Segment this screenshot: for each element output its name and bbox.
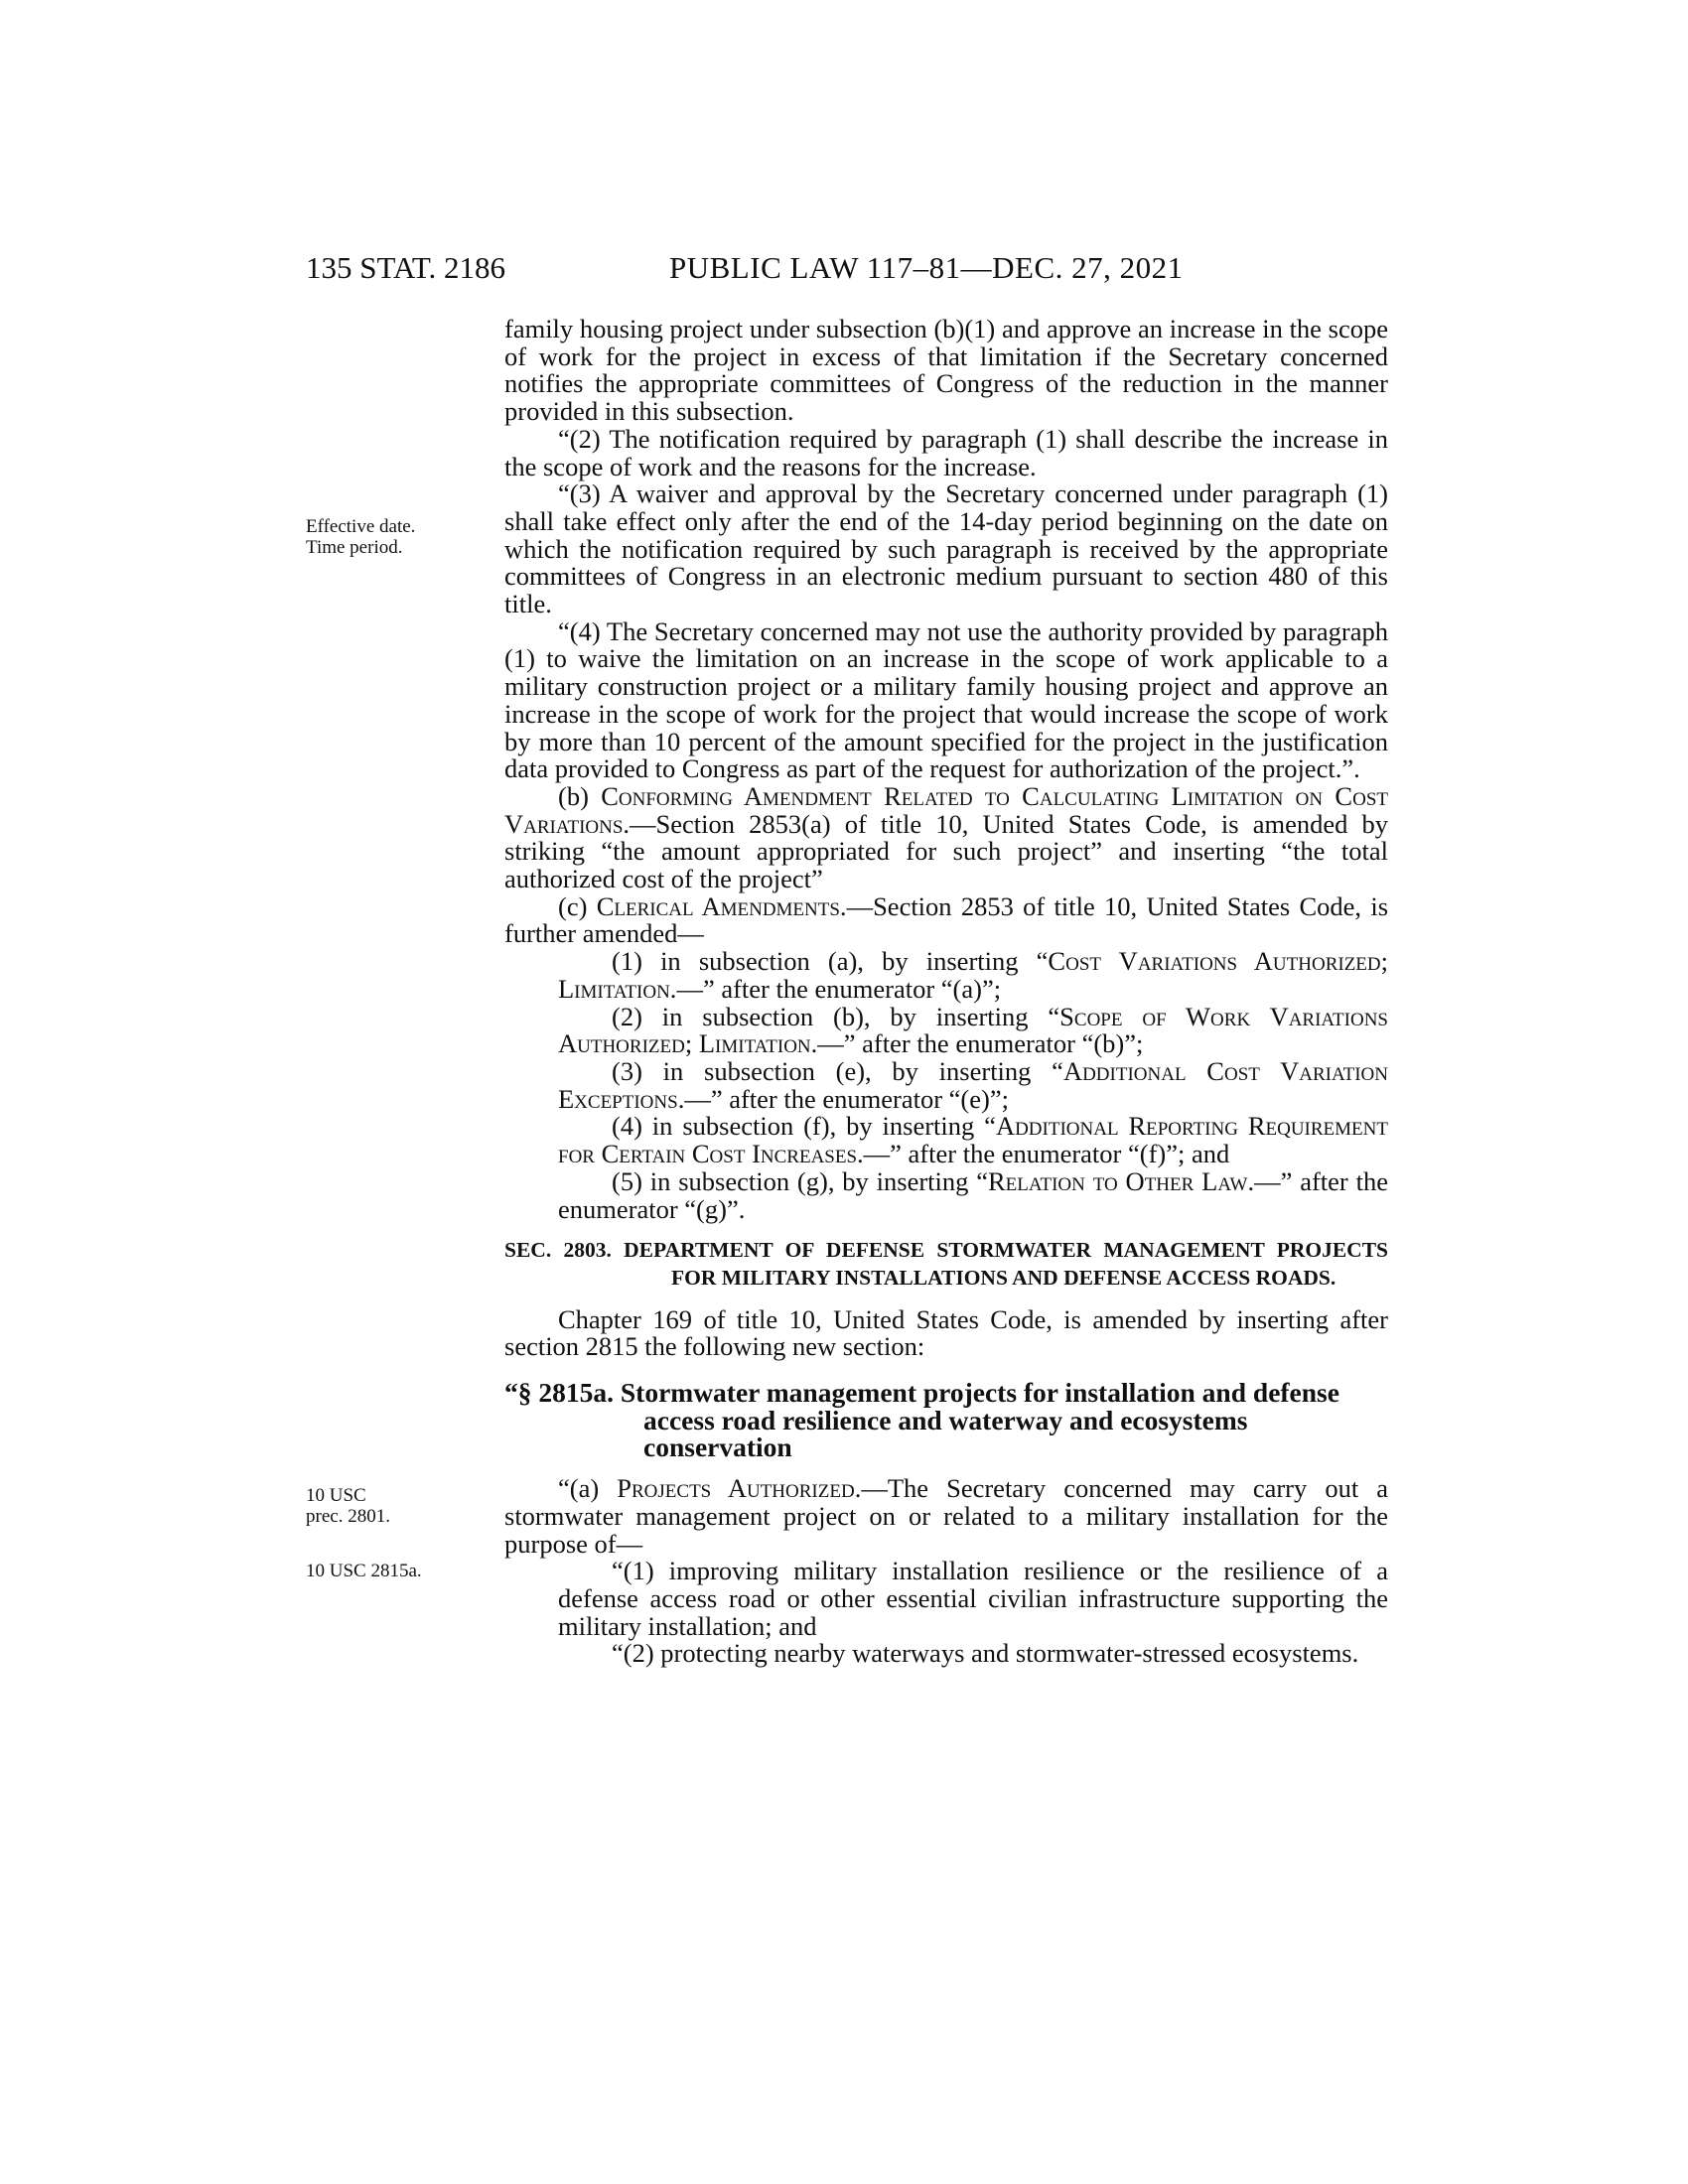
list-item-3-text: (3) in subsection (e), by inserting “	[612, 1055, 1063, 1086]
list-item-4-tail: —” after the enumerator “(f)”; and	[863, 1139, 1230, 1169]
margin-usc-2815a: 10 USC 2815a.	[306, 1561, 422, 1581]
list-item-3-tail: —” after the enumerator “(e)”;	[684, 1083, 1009, 1114]
document-body	[504, 316, 1388, 1668]
subsection-c-text: —Section 2853 of title 10, United States Code, is further amended—	[504, 890, 1389, 949]
subsection-b-text: —Section 2853(a) of title 10, United States Code, is amended by striking “the amount appropriated for such project” and inserting “the total authorized cost of the project”	[504, 808, 1388, 894]
list-item-3	[504, 1055, 1388, 1114]
list-item-1-tail: —” after the enumerator “(a)”;	[676, 973, 1002, 1004]
new-section-title: “§ 2815a. Stormwater management projects for installation and defense access road resilience and waterway and ecosystems conservation	[504, 1377, 1339, 1463]
paragraph-2: “(2) The notification required by paragraph (1) shall describe the increase in the scope of work and the reasons for the increase.	[504, 423, 1388, 481]
list-item-2-text: (2) in subsection (b), by inserting “	[612, 1001, 1060, 1031]
public-law-title: PUBLIC LAW 117–81—DEC. 27, 2021	[669, 250, 1184, 285]
margin-prec: prec. 2801.	[306, 1506, 390, 1527]
margin-note-usc-2815a	[306, 1561, 485, 1581]
subsection-b-heading: Conforming Amendment Related to Calculating Limitation on Cost Variations.	[504, 780, 1388, 839]
list-item-1-heading: Cost Variations Authorized; Limitation.	[558, 946, 1389, 1004]
margin-note-usc-prec	[306, 1485, 485, 1527]
list-item-5-tail: —” after the enumerator “(g)”.	[558, 1165, 1388, 1224]
paragraph-4: “(4) The Secretary concerned may not use the authority provided by paragraph (1) to waive the limitation on an increase in the scope of work applicable to a military construction project or a military family housing project and approve an increase in the scope of work for the project that would increase the scope of work by more than 10 percent of the amount specified for the project in the justification data provided to Congress as part of the request for authorization of the project.”.	[504, 615, 1388, 784]
paragraph-3: “(3) A waiver and approval by the Secretary concerned under paragraph (1) shall take effect only after the end of the 14-day period beginning on the date on which the notification required by such paragraph is received by the appropriate committees of Congress in an electronic medium pursuant to section 480 of this title.	[504, 478, 1388, 619]
subsection-c	[504, 890, 1389, 949]
subsection-a-label: “(a)	[558, 1473, 600, 1504]
subsection-a	[504, 1475, 1388, 1558]
paragraph-a1: “(1) improving military installation resilience or the resilience of a defense access road or other essential civilian infrastructure supporting the military installation; and	[558, 1556, 1388, 1641]
margin-usc: 10 USC	[306, 1485, 366, 1506]
list-item-1-text: (1) in subsection (a), by inserting “	[612, 946, 1049, 977]
list-item-2	[504, 1001, 1388, 1059]
list-item-5-heading: Relation to Other Law.	[988, 1165, 1255, 1196]
list-item-2-heading: Scope of Work Variations Authorized; Limitation.	[558, 1001, 1388, 1059]
subsection-b-label: (b)	[558, 780, 589, 811]
margin-note-effective-date	[306, 516, 485, 558]
subsection-b	[504, 780, 1388, 894]
subsection-a-text: —The Secretary concerned may carry out a stormwater management project on or related to a military installation for the purpose of—	[504, 1473, 1389, 1559]
subsection-c-label: (c)	[558, 890, 588, 921]
chapter-amendment-text: Chapter 169 of title 10, United States Code, is amended by inserting after section 2815 the following new section:	[504, 1303, 1388, 1362]
list-item-4-text: (4) in subsection (f), by inserting “	[612, 1111, 996, 1142]
margin-effective-date: Effective date.	[306, 516, 416, 537]
page-header	[306, 250, 1388, 290]
list-item-3-heading: Additional Cost Variation Exceptions.	[558, 1055, 1388, 1114]
subsection-c-heading: Clerical Amendments.	[596, 890, 847, 921]
list-item-5-text: (5) in subsection (g), by inserting “	[612, 1165, 988, 1196]
list-item-5	[504, 1165, 1388, 1224]
paragraph-continuation: family housing project under subsection (b)(1) and approve an increase in the scope of work for the project in excess of that limitation if the Secretary concerned notifies the appropriate committees of Congress of the reduction in the manner provided in this subsection.	[504, 314, 1388, 427]
list-item-4	[504, 1113, 1388, 1167]
list-item-2-tail: —” after the enumerator “(b)”;	[817, 1028, 1144, 1059]
subsection-a-heading: Projects Authorized.	[617, 1473, 862, 1504]
list-item-1	[504, 948, 1388, 1003]
margin-time-period: Time period.	[306, 537, 403, 558]
paragraph-a2: “(2) protecting nearby waterways and stormwater-stressed ecosystems.	[612, 1638, 1359, 1669]
stat-page-number: 135 STAT. 2186	[306, 250, 506, 285]
list-item-4-heading: Additional Reporting Requirement for Certain Cost Increases.	[558, 1111, 1388, 1169]
section-heading: SEC. 2803. DEPARTMENT OF DEFENSE STORMWATER MANAGEMENT PROJECTS FOR MILITARY INSTALLATIONS AND DEFENSE ACCESS ROADS.	[504, 1238, 1388, 1290]
